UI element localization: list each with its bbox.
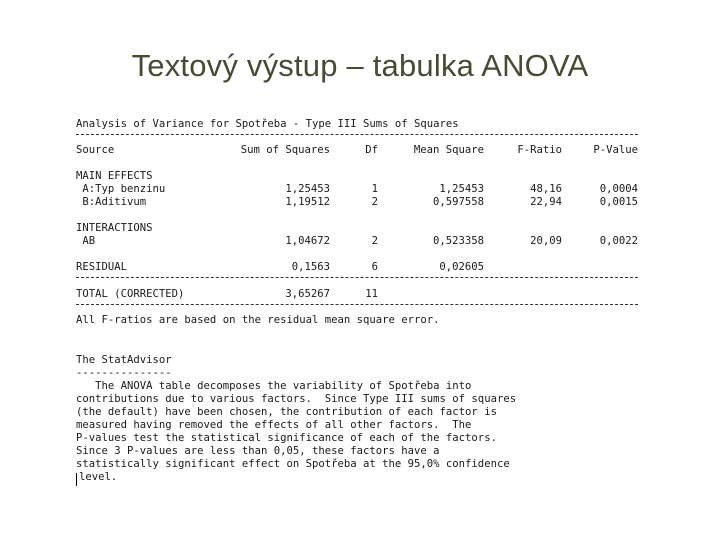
row-sum-of-squares: 3,65267	[285, 288, 330, 300]
row-df: 6	[371, 261, 378, 273]
advisor-line: The ANOVA table decomposes the variability of Spotřeba into	[76, 380, 472, 392]
divider	[76, 277, 638, 278]
anova-heading: Analysis of Variance for Spotřeba - Type III Sums of Squares	[76, 118, 459, 130]
row-df: 11	[365, 288, 378, 300]
row-df: 2	[371, 235, 378, 247]
footnote: All F-ratios are based on the residual mean square error.	[76, 314, 440, 326]
interactions-label: INTERACTIONS	[76, 222, 153, 234]
col-header-source: Source	[76, 144, 115, 156]
divider	[76, 134, 638, 135]
col-header-mean-square: Mean Square	[413, 144, 484, 156]
row-sum-of-squares: 1,19512	[285, 196, 330, 208]
row-source: TOTAL (CORRECTED)	[76, 288, 185, 300]
statistical-output	[76, 118, 642, 498]
row-mean-square: 1,25453	[439, 183, 484, 195]
row-source: AB	[76, 235, 96, 247]
row-df: 2	[371, 196, 378, 208]
text-cursor	[76, 473, 77, 486]
row-source: RESIDUAL	[76, 261, 128, 273]
col-header-df: Df	[365, 144, 378, 156]
row-source: B:Aditivum	[76, 196, 147, 208]
advisor-line: statistically significant effect on Spotřeba at the 95,0% confidence	[76, 458, 510, 470]
row-p-value: 0,0015	[599, 196, 638, 208]
col-header-f-ratio: F-Ratio	[517, 144, 562, 156]
divider	[76, 304, 638, 305]
row-f-ratio: 48,16	[530, 183, 562, 195]
advisor-line: measured having removed the effects of all other factors. The	[76, 419, 472, 431]
row-df: 1	[371, 183, 378, 195]
col-header-sum-of-squares: Sum of Squares	[240, 144, 330, 156]
row-source: A:Typ benzinu	[76, 183, 166, 195]
advisor-line: level.	[79, 471, 118, 483]
row-sum-of-squares: 1,04672	[285, 235, 330, 247]
advisor-line: P-values test the statistical significance of each of the factors.	[76, 432, 497, 444]
advisor-underline: ---------------	[76, 367, 172, 379]
advisor-line: (the default) have been chosen, the contribution of each factor is	[76, 406, 497, 418]
row-mean-square: 0,02605	[439, 261, 484, 273]
main-effects-label: MAIN EFFECTS	[76, 170, 153, 182]
row-p-value: 0,0022	[599, 235, 638, 247]
col-header-p-value: P-Value	[593, 144, 638, 156]
row-p-value: 0,0004	[599, 183, 638, 195]
row-mean-square: 0,523358	[432, 235, 484, 247]
row-f-ratio: 20,09	[530, 235, 562, 247]
advisor-title: The StatAdvisor	[76, 354, 172, 366]
row-mean-square: 0,597558	[432, 196, 484, 208]
row-sum-of-squares: 1,25453	[285, 183, 330, 195]
row-f-ratio: 22,94	[530, 196, 562, 208]
slide-title: Textový výstup – tabulka ANOVA	[131, 48, 589, 83]
row-sum-of-squares: 0,1563	[291, 261, 330, 273]
advisor-line: Since 3 P-values are less than 0,05, these factors have a	[76, 445, 440, 457]
advisor-line: contributions due to various factors. Since Type III sums of squares	[76, 393, 517, 405]
